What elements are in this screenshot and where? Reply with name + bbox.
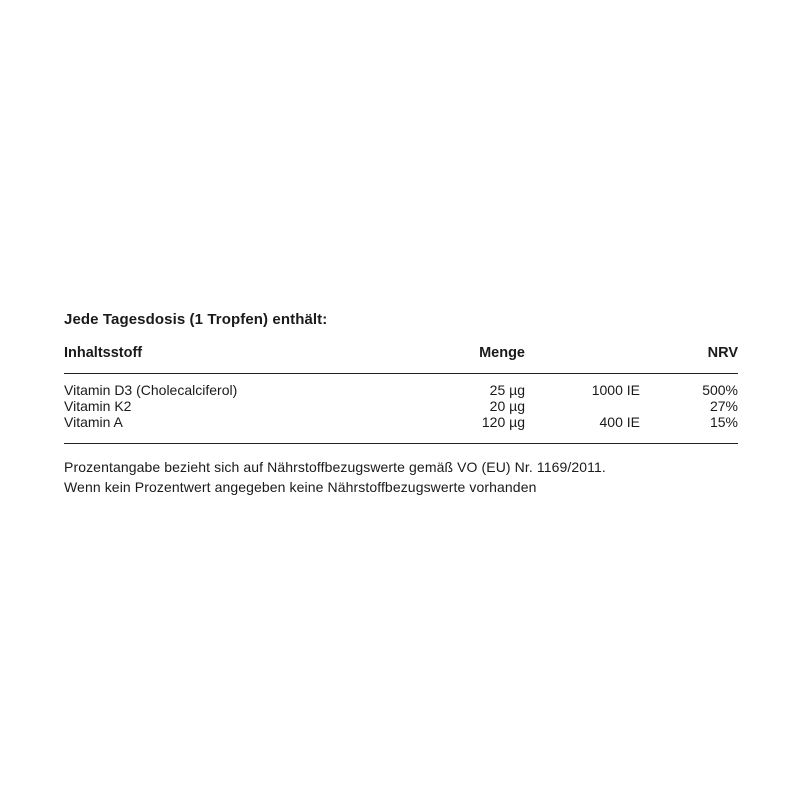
footnote bbox=[64, 457, 738, 497]
header-ingredient: Inhaltsstoff bbox=[64, 345, 143, 361]
table-row bbox=[64, 414, 738, 430]
header-nrv: NRV bbox=[707, 345, 738, 361]
nutrition-section bbox=[64, 311, 738, 497]
cell-ingredient: Vitamin K2 bbox=[64, 398, 132, 414]
cell-amount: 25 µg bbox=[489, 382, 525, 398]
cell-amount: 20 µg bbox=[489, 398, 525, 414]
cell-nrv: 27% bbox=[709, 398, 738, 414]
cell-ie: 400 IE bbox=[599, 414, 640, 430]
cell-ingredient: Vitamin A bbox=[64, 414, 123, 430]
cell-amount: 120 µg bbox=[481, 414, 525, 430]
table-body bbox=[64, 374, 738, 444]
cell-ie: 1000 IE bbox=[591, 382, 640, 398]
footnote-line-1: Prozentangabe bezieht sich auf Nährstoffbezugswerte gemäß VO (EU) Nr. 1169/2011. bbox=[64, 459, 606, 475]
table-row bbox=[64, 398, 738, 414]
section-title: Jede Tagesdosis (1 Tropfen) enthält: bbox=[64, 311, 328, 328]
footnote-line-2: Wenn kein Prozentwert angegeben keine Nährstoffbezugswerte vorhanden bbox=[64, 479, 537, 495]
cell-nrv: 15% bbox=[709, 414, 738, 430]
header-amount: Menge bbox=[479, 345, 525, 361]
table-row bbox=[64, 382, 738, 398]
table-header-row bbox=[64, 345, 738, 374]
cell-ingredient: Vitamin D3 (Cholecalciferol) bbox=[64, 382, 238, 398]
cell-nrv: 500% bbox=[702, 382, 738, 398]
